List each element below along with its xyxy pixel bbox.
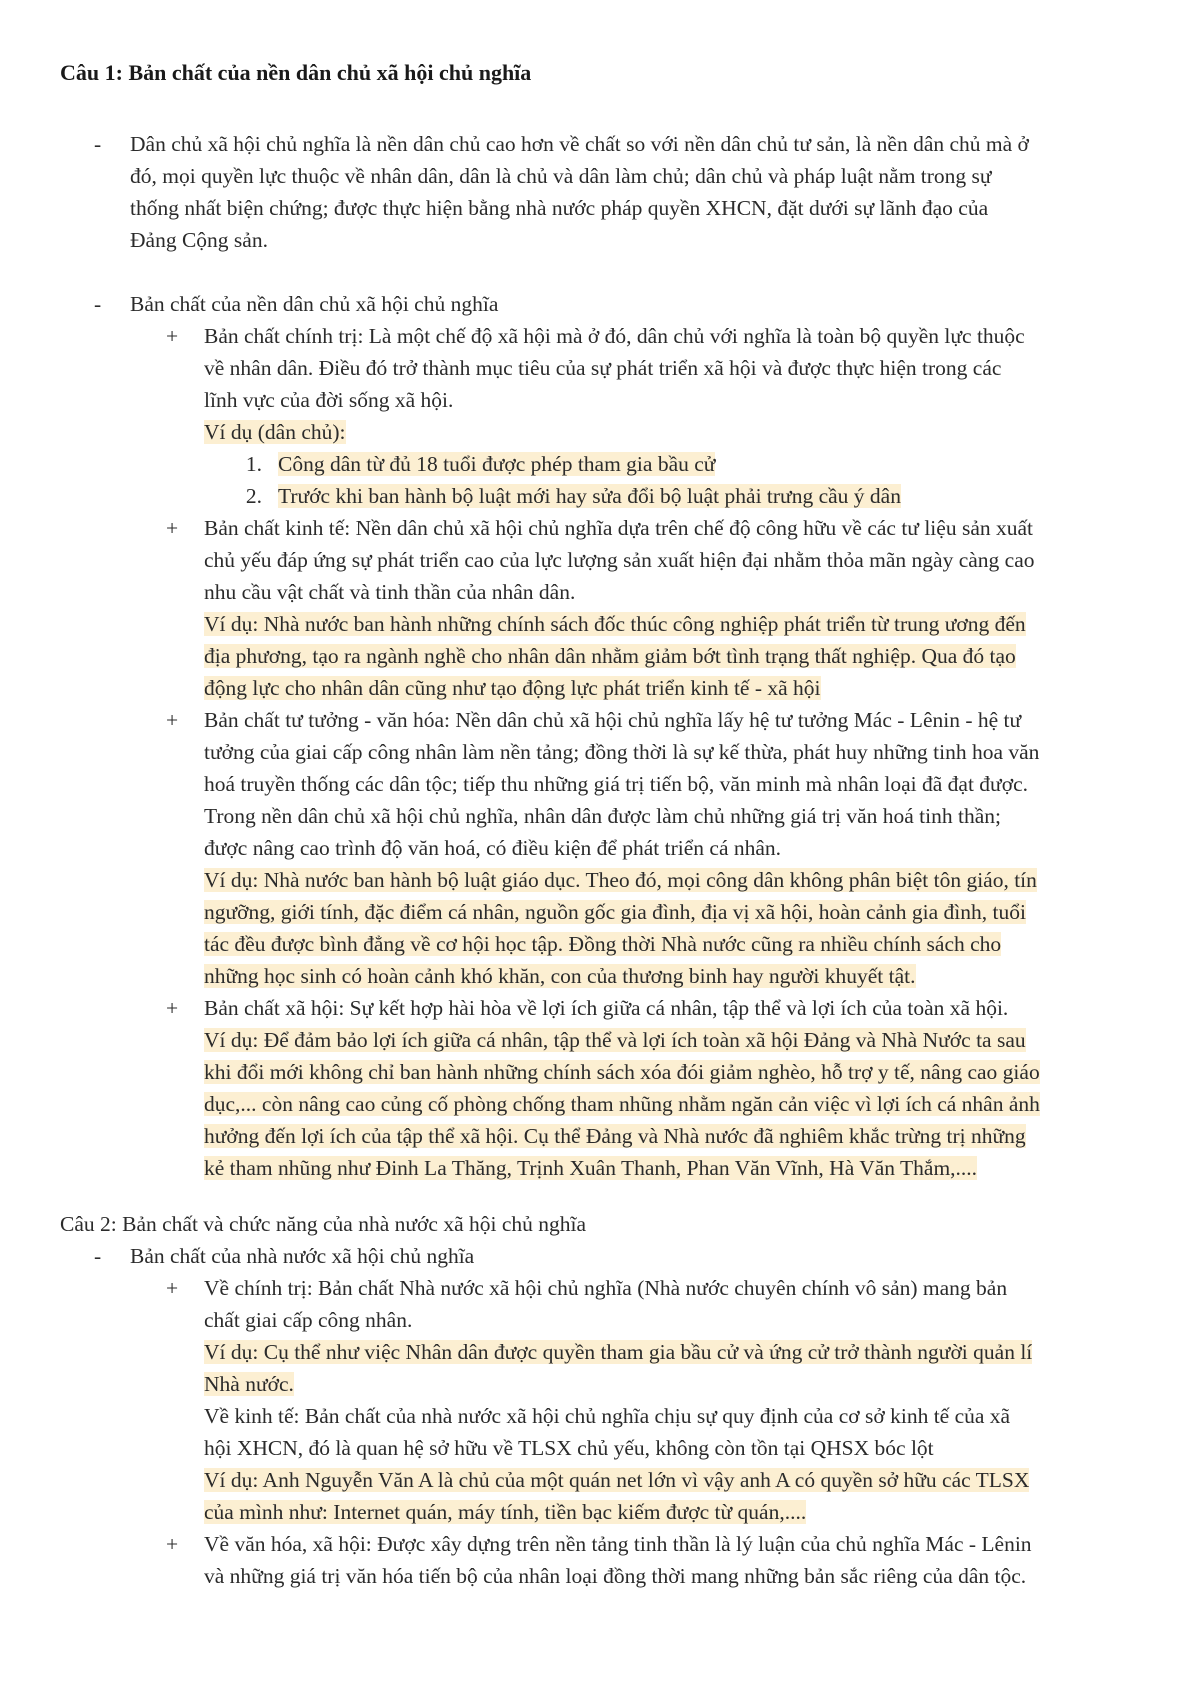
- plus-bullet: +: [166, 324, 179, 348]
- q1-social-nature: Bản chất xã hội: Sự kết hợp hài hòa về lợi ích giữa cá nhân, tập thể và lợi ích của toàn xã hội. Ví dụ: Để đảm bảo lợi ích giữa cá nhân, tập thể và lợi ích toàn xã hội Đảng và Nhà Nước ta sau khi đổi mới không chỉ ban hành những chính sách xóa đói giảm nghèo, hỗ trợ y tế, nâng cao giáo dục,... còn nâng cao củng cố phòng chống tham nhũng nhằm ngăn cản việc vì lợi ích cá nhân ảnh hưởng đến lợi ích của tập thể xã hội. Cụ thể Đảng và Nhà nước đã nghiêm khắc trừng trị những kẻ tham nhũng như Đinh La Thăng, Trịnh Xuân Thanh, Phan Văn Vĩnh, Hà Văn Thắm,....: [204, 996, 1040, 1180]
- q1-nature-heading: Bản chất của nền dân chủ xã hội chủ nghĩa: [130, 292, 499, 316]
- question-2-title: Câu 2: Bản chất và chức năng của nhà nước xã hội chủ nghĩa: [60, 1212, 587, 1236]
- plus-bullet: +: [166, 516, 179, 540]
- q2-economic-nature: Về kinh tế: Bản chất của nhà nước xã hội chủ nghĩa chịu sự quy định của cơ sở kinh tế của xã: [204, 1404, 1011, 1428]
- list-number: 2.: [245, 484, 262, 508]
- q2-political-economic: Về chính trị: Bản chất Nhà nước xã hội chủ nghĩa (Nhà nước chuyên chính vô sản) mang bản chất giai cấp công nhân. Ví dụ: Cụ thể như việc Nhân dân được quyền tham gia bầu cử và ứng cử trở thành người quản lí Nhà nước. Về kinh tế: Bản chất của nhà nước xã hội chủ nghĩa chịu sự quy định của cơ sở kinh tế của xã hội XHCN, đó là quan hệ sở hữu về TLSX chủ yếu, không còn tồn tại QHSX bóc lột Ví dụ: Anh Nguyễn Văn A là chủ của một quán net lớn vì vậy anh A có quyền sở hữu các TLSX của mình như: Internet quán, máy tính, tiền bạc kiếm được từ quán,....: [204, 1276, 1033, 1524]
- q2-political-example: Ví dụ: Cụ thể như việc Nhân dân được quyền tham gia bầu cử và ứng cử trở thành người quản lí: [204, 1340, 1033, 1364]
- q1-political-nature: Bản chất chính trị: Là một chế độ xã hội mà ở đó, dân chủ với nghĩa là toàn bộ quyền lực thuộc về nhân dân. Điều đó trở thành mục tiêu của sự phát triển xã hội và được thực hiện trong các lĩnh vực của đời sống xã hội. Ví dụ (dân chủ):: [204, 324, 1025, 444]
- q2-economic-example: Ví dụ: Anh Nguyễn Văn A là chủ của một quán net lớn vì vậy anh A có quyền sở hữu các TLSX: [204, 1468, 1030, 1492]
- plus-bullet: +: [166, 1276, 179, 1300]
- political-example-1: Công dân từ đủ 18 tuổi được phép tham gia bầu cử: [278, 452, 716, 476]
- plus-bullet: +: [166, 1532, 179, 1556]
- plus-bullet: +: [166, 708, 179, 732]
- ideology-example: Ví dụ: Nhà nước ban hành bộ luật giáo dục. Theo đó, mọi công dân không phân biệt tôn giáo, tín: [204, 868, 1037, 892]
- q2-culture-society: Về văn hóa, xã hội: Được xây dựng trên nền tảng tinh thần là lý luận của chủ nghĩa Mác - Lênin và những giá trị văn hóa tiến bộ của nhân loại đồng thời mang những bản sắc riêng của dân tộc.: [204, 1532, 1032, 1588]
- example-label: Ví dụ (dân chủ):: [204, 420, 346, 444]
- dash-bullet: -: [94, 132, 102, 156]
- dash-bullet: -: [94, 292, 102, 316]
- q1-economic-nature: Bản chất kinh tế: Nền dân chủ xã hội chủ nghĩa dựa trên chế độ công hữu về các tư liệu sản xuất chủ yếu đáp ứng sự phát triển cao của lực lượng sản xuất hiện đại nhằm thỏa mãn ngày càng cao nhu cầu vật chất và tinh thần của nhân dân. Ví dụ: Nhà nước ban hành những chính sách đốc thúc công nghiệp phát triển từ trung ương đến địa phương, tạo ra ngành nghề cho nhân dân nhằm giảm bớt tình trạng thất nghiệp. Qua đó tạo động lực cho nhân dân cũng như tạo động lực phát triển kinh tế - xã hội: [204, 516, 1035, 700]
- economic-example: Ví dụ: Nhà nước ban hành những chính sách đốc thúc công nghiệp phát triển từ trung ương đến: [204, 612, 1026, 636]
- question-1-title: Câu 1: Bản chất của nền dân chủ xã hội chủ nghĩa: [60, 60, 532, 85]
- dash-bullet: -: [94, 1244, 102, 1268]
- q1-definition-paragraph: Dân chủ xã hội chủ nghĩa là nền dân chủ cao hơn về chất so với nền dân chủ tư sản, là nền dân chủ mà ở đó, mọi quyền lực thuộc về nhân dân, dân là chủ và dân làm chủ; dân chủ và pháp luật nằm trong sự thống nhất biện chứng; được thực hiện bằng nhà nước pháp quyền XHCN, đặt dưới sự lãnh đạo của Đảng Cộng sản.: [130, 132, 1029, 252]
- social-example: Ví dụ: Để đảm bảo lợi ích giữa cá nhân, tập thể và lợi ích toàn xã hội Đảng và Nhà Nước ta sau: [204, 1028, 1026, 1052]
- q1-ideology-nature: Bản chất tư tưởng - văn hóa: Nền dân chủ xã hội chủ nghĩa lấy hệ tư tưởng Mác - Lênin - hệ tư tưởng của giai cấp công nhân làm nền tảng; đồng thời là sự kế thừa, phát huy những tinh hoa văn hoá truyền thống các dân tộc; tiếp thu những giá trị tiến bộ, văn minh mà nhân loại đã đạt được. Trong nền dân chủ xã hội chủ nghĩa, nhân dân được làm chủ những giá trị văn hoá tinh thần; được nâng cao trình độ văn hoá, có điều kiện để phát triển cá nhân. Ví dụ: Nhà nước ban hành bộ luật giáo dục. Theo đó, mọi công dân không phân biệt tôn giáo, tín ngưỡng, giới tính, đặc điểm cá nhân, nguồn gốc gia đình, địa vị xã hội, hoàn cảnh gia đình, tuổi tác đều được bình đẳng về cơ hội học tập. Đồng thời Nhà nước cũng ra nhiều chính sách cho những học sinh có hoàn cảnh khó khăn, con của thương binh hay người khuyết tật.: [204, 708, 1040, 988]
- political-example-2: Trước khi ban hành bộ luật mới hay sửa đổi bộ luật phải trưng cầu ý dân: [278, 484, 901, 508]
- list-number: 1.: [245, 452, 262, 476]
- plus-bullet: +: [166, 996, 179, 1020]
- q2-nature-heading: Bản chất của nhà nước xã hội chủ nghĩa: [130, 1244, 475, 1268]
